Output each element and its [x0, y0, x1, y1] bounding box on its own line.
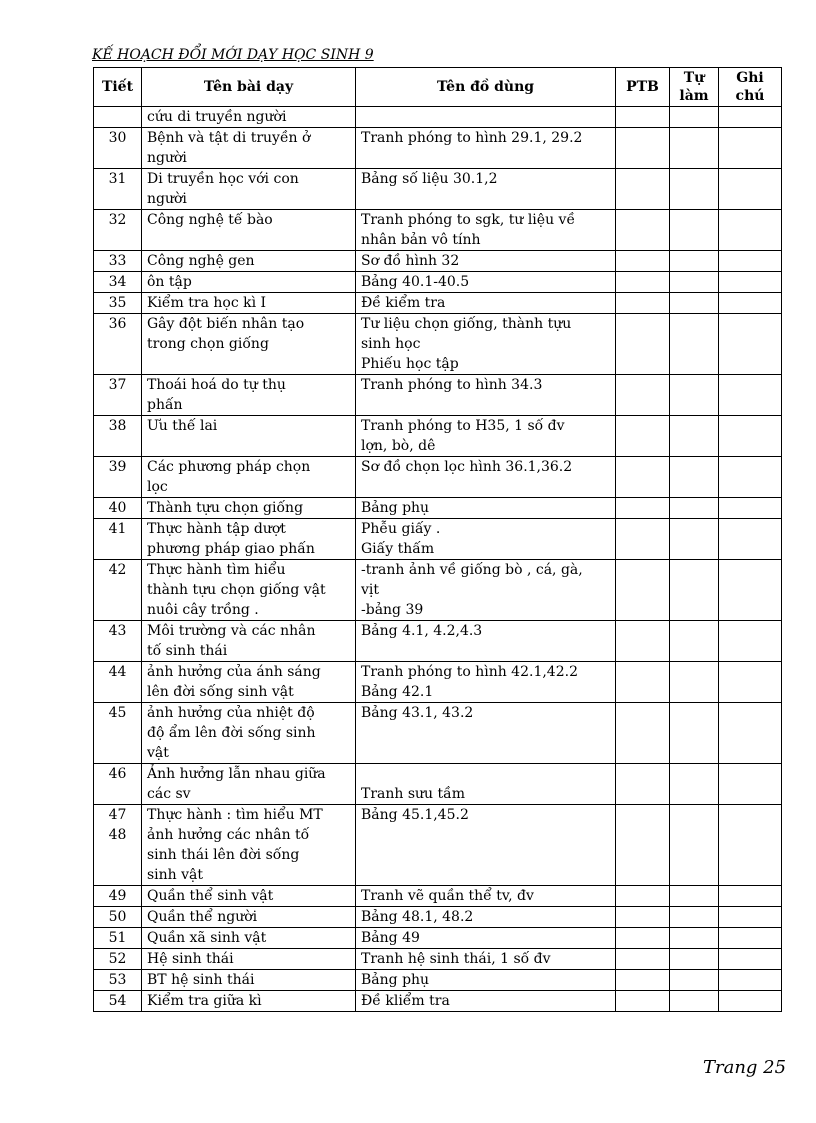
tiet-number: 42: [108, 562, 127, 578]
table-row: [94, 375, 782, 416]
cell-tu-lam: [670, 764, 719, 805]
tiet-number: 46: [108, 766, 127, 782]
materials-line: Giấy thấm: [361, 541, 435, 557]
lesson-title-line: cứu di truyền người: [147, 109, 287, 125]
cell-ten-do-dung: [356, 210, 616, 251]
table-row: [94, 991, 782, 1012]
table-row: [94, 416, 782, 457]
lesson-plan-table: [93, 67, 782, 1012]
cell-ten-do-dung: [356, 949, 616, 970]
cell-ten-bai-day: [142, 805, 356, 886]
lesson-title-line: lên đời sống sinh vật: [147, 684, 294, 700]
tiet-number: 53: [108, 972, 127, 988]
cell-ten-bai-day: [142, 703, 356, 764]
lesson-title-line: Quần xã sinh vật: [147, 930, 267, 946]
lesson-title-line: ôn tập: [147, 274, 192, 290]
materials-line: Tranh phóng to H35, 1 số đv: [361, 418, 565, 434]
table-row: [94, 621, 782, 662]
materials-line: -bảng 39: [361, 602, 424, 618]
cell-ten-bai-day: [142, 621, 356, 662]
tiet-number: 31: [108, 171, 127, 187]
tiet-number: 33: [108, 253, 127, 269]
materials-line: Bảng 4.1, 4.2,4.3: [361, 623, 483, 639]
cell-ten-do-dung: [356, 928, 616, 949]
lesson-title-line: lọc: [147, 479, 168, 495]
materials-line: Bảng phụ: [361, 500, 430, 516]
cell-tiet: [94, 560, 142, 621]
cell-tu-lam: [670, 928, 719, 949]
lesson-title-line: Môi trường và các nhân: [147, 623, 316, 639]
cell-ptb: [616, 498, 670, 519]
cell-tiet: [94, 621, 142, 662]
page-number: Trang 25: [703, 1057, 787, 1078]
cell-ptb: [616, 907, 670, 928]
materials-line: Bảng số liệu 30.1,2: [361, 171, 498, 187]
lesson-title-line: Thành tựu chọn giống: [147, 500, 304, 516]
lesson-title-line: Thoái hoá do tự thụ: [147, 377, 286, 393]
cell-ptb: [616, 805, 670, 886]
cell-ptb: [616, 272, 670, 293]
cell-ptb: [616, 764, 670, 805]
table-row: [94, 949, 782, 970]
cell-ten-bai-day: [142, 169, 356, 210]
tiet-number: 40: [108, 500, 127, 516]
cell-ptb: [616, 886, 670, 907]
table-row: [94, 970, 782, 991]
cell-ten-bai-day: [142, 519, 356, 560]
cell-ptb: [616, 457, 670, 498]
cell-ptb: [616, 560, 670, 621]
cell-ptb: [616, 949, 670, 970]
cell-tu-lam: [670, 560, 719, 621]
materials-line: Phễu giấy .: [361, 521, 441, 537]
cell-tiet: [94, 169, 142, 210]
cell-ptb: [616, 416, 670, 457]
cell-ghi-chu: [719, 764, 782, 805]
cell-ptb: [616, 970, 670, 991]
cell-ptb: [616, 519, 670, 560]
cell-ten-bai-day: [142, 991, 356, 1012]
cell-ghi-chu: [719, 805, 782, 886]
cell-ptb: [616, 210, 670, 251]
cell-ten-do-dung: [356, 169, 616, 210]
cell-tu-lam: [670, 107, 719, 128]
header-ten-do-dung: Tên đồ dùng: [356, 68, 616, 107]
lesson-title-line: ảnh hưởng của nhiệt độ: [147, 705, 315, 721]
cell-ghi-chu: [719, 621, 782, 662]
cell-ten-do-dung: [356, 991, 616, 1012]
cell-tiet: [94, 886, 142, 907]
materials-line: Đề kiểm tra: [361, 295, 446, 311]
tiet-number: 41: [108, 521, 127, 537]
table-row: [94, 928, 782, 949]
tiet-number: 37: [108, 377, 127, 393]
cell-ptb: [616, 662, 670, 703]
cell-tiet: [94, 210, 142, 251]
cell-tiet: [94, 457, 142, 498]
materials-line: Đề kliểm tra: [361, 993, 450, 1009]
cell-ten-bai-day: [142, 375, 356, 416]
cell-tiet: [94, 970, 142, 991]
table-row: [94, 293, 782, 314]
cell-tu-lam: [670, 907, 719, 928]
cell-ten-do-dung: [356, 703, 616, 764]
cell-tu-lam: [670, 314, 719, 375]
cell-ten-bai-day: [142, 314, 356, 375]
materials-line: -tranh ảnh về giống bò , cá, gà,: [361, 562, 583, 578]
document-title: KẾ HOẠCH ĐỔI MỚI DẠY HỌC SINH 9: [92, 47, 374, 63]
cell-ten-do-dung: [356, 560, 616, 621]
cell-tiet: [94, 375, 142, 416]
cell-ten-bai-day: [142, 251, 356, 272]
cell-ghi-chu: [719, 416, 782, 457]
cell-tiet: [94, 928, 142, 949]
table-row: [94, 251, 782, 272]
cell-tiet: [94, 764, 142, 805]
cell-ten-do-dung: [356, 764, 616, 805]
cell-ghi-chu: [719, 991, 782, 1012]
lesson-title-line: Thực hành : tìm hiểu MT: [147, 807, 323, 823]
materials-line: Bảng 45.1,45.2: [361, 807, 469, 823]
cell-ten-do-dung: [356, 375, 616, 416]
table-row: [94, 703, 782, 764]
cell-ten-bai-day: [142, 416, 356, 457]
table-row: [94, 886, 782, 907]
cell-ten-bai-day: [142, 128, 356, 169]
materials-line: Bảng phụ: [361, 972, 430, 988]
lesson-title-line: ảnh hưởng các nhân tố: [147, 827, 310, 843]
cell-tiet: [94, 805, 142, 886]
header-tu-lam-line1: Tự: [683, 70, 705, 86]
lesson-title-line: người: [147, 191, 187, 207]
header-ghi-chu: [719, 68, 782, 107]
cell-ten-do-dung: [356, 662, 616, 703]
tiet-number: 35: [108, 295, 127, 311]
cell-ptb: [616, 375, 670, 416]
cell-tu-lam: [670, 519, 719, 560]
cell-ptb: [616, 928, 670, 949]
materials-line: Bảng 49: [361, 930, 420, 946]
cell-ten-do-dung: [356, 805, 616, 886]
cell-ghi-chu: [719, 293, 782, 314]
lesson-title-line: Công nghệ gen: [147, 253, 255, 269]
cell-tu-lam: [670, 498, 719, 519]
cell-ten-bai-day: [142, 662, 356, 703]
tiet-number: 49: [108, 888, 127, 904]
cell-ten-do-dung: [356, 128, 616, 169]
materials-line: Sơ đồ chọn lọc hình 36.1,36.2: [361, 459, 573, 475]
cell-ghi-chu: [719, 272, 782, 293]
cell-ptb: [616, 107, 670, 128]
cell-tu-lam: [670, 991, 719, 1012]
materials-line: Bảng 48.1, 48.2: [361, 909, 474, 925]
tiet-number: 43: [108, 623, 127, 639]
table-row: [94, 457, 782, 498]
cell-ten-bai-day: [142, 764, 356, 805]
cell-ten-bai-day: [142, 970, 356, 991]
cell-ghi-chu: [719, 662, 782, 703]
lesson-title-line: Các phương pháp chọn: [147, 459, 311, 475]
table-row: [94, 169, 782, 210]
table-row: [94, 128, 782, 169]
cell-ten-bai-day: [142, 907, 356, 928]
lesson-title-line: Bệnh và tật di truyền ở: [147, 130, 311, 146]
lesson-title-line: Thực hành tập dượt: [147, 521, 286, 537]
lesson-title-line: BT hệ sinh thái: [147, 972, 255, 988]
cell-ten-do-dung: [356, 314, 616, 375]
lesson-title-line: nuôi cây trồng .: [147, 602, 259, 618]
table-row: [94, 519, 782, 560]
materials-line: Tranh phóng to hình 42.1,42.2: [361, 664, 578, 680]
cell-ten-bai-day: [142, 293, 356, 314]
materials-line: vịt: [361, 582, 380, 598]
lesson-title-line: độ ẩm lên đời sống sinh: [147, 725, 316, 741]
table-row: [94, 764, 782, 805]
cell-ghi-chu: [719, 107, 782, 128]
cell-tu-lam: [670, 375, 719, 416]
header-tu-lam-line2: làm: [679, 88, 709, 104]
table-row: [94, 314, 782, 375]
cell-tu-lam: [670, 949, 719, 970]
lesson-title-line: tố sinh thái: [147, 643, 228, 659]
tiet-number: 39: [108, 459, 127, 475]
cell-ghi-chu: [719, 375, 782, 416]
cell-tiet: [94, 107, 142, 128]
materials-line: Tranh sưu tầm: [361, 786, 466, 802]
cell-ptb: [616, 621, 670, 662]
cell-ten-bai-day: [142, 928, 356, 949]
header-ghi-chu-line2: chú: [735, 88, 765, 104]
lesson-title-line: Ưu thế lai: [147, 418, 218, 434]
tiet-number: 51: [108, 930, 127, 946]
lesson-title-line: Kiểm tra học kì I: [147, 295, 267, 311]
cell-ghi-chu: [719, 703, 782, 764]
lesson-title-line: Quần thể sinh vật: [147, 888, 274, 904]
cell-ptb: [616, 128, 670, 169]
cell-ghi-chu: [719, 457, 782, 498]
cell-tu-lam: [670, 662, 719, 703]
cell-tu-lam: [670, 805, 719, 886]
cell-ghi-chu: [719, 519, 782, 560]
tiet-number: 47: [108, 807, 127, 823]
materials-line: Tranh vẽ quần thể tv, đv: [361, 888, 534, 904]
tiet-number: 38: [108, 418, 127, 434]
cell-ghi-chu: [719, 498, 782, 519]
cell-ghi-chu: [719, 169, 782, 210]
cell-tiet: [94, 128, 142, 169]
table-body: [94, 107, 782, 1012]
cell-tiet: [94, 416, 142, 457]
cell-ghi-chu: [719, 560, 782, 621]
table-row: [94, 907, 782, 928]
cell-tu-lam: [670, 272, 719, 293]
lesson-title-line: các sv: [147, 786, 191, 802]
cell-ten-bai-day: [142, 107, 356, 128]
cell-ten-do-dung: [356, 498, 616, 519]
cell-ten-do-dung: [356, 251, 616, 272]
cell-tu-lam: [670, 293, 719, 314]
cell-tu-lam: [670, 210, 719, 251]
cell-tu-lam: [670, 970, 719, 991]
cell-ten-bai-day: [142, 498, 356, 519]
cell-tiet: [94, 519, 142, 560]
cell-tu-lam: [670, 416, 719, 457]
header-ghi-chu-line1: Ghi: [736, 70, 764, 86]
cell-ghi-chu: [719, 251, 782, 272]
cell-tiet: [94, 498, 142, 519]
lesson-title-line: thành tựu chọn giống vật: [147, 582, 326, 598]
cell-ghi-chu: [719, 128, 782, 169]
lesson-title-line: Gây đột biến nhân tạo: [147, 316, 305, 332]
materials-line: Tranh hệ sinh thái, 1 số đv: [361, 951, 551, 967]
cell-tu-lam: [670, 621, 719, 662]
tiet-number: 50: [108, 909, 127, 925]
materials-line: Phiếu học tập: [361, 356, 459, 372]
cell-ten-do-dung: [356, 457, 616, 498]
cell-tu-lam: [670, 169, 719, 210]
materials-line: Tư liệu chọn giống, thành tựu: [361, 316, 572, 332]
table-row: [94, 662, 782, 703]
cell-ghi-chu: [719, 949, 782, 970]
materials-line: [361, 764, 612, 784]
lesson-title-line: trong chọn giống: [147, 336, 269, 352]
table-row: [94, 210, 782, 251]
materials-line: Sơ đồ hình 32: [361, 253, 460, 269]
cell-ghi-chu: [719, 970, 782, 991]
lesson-title-line: Hệ sinh thái: [147, 951, 234, 967]
lesson-title-line: người: [147, 150, 187, 166]
cell-tiet: [94, 991, 142, 1012]
lesson-title-line: Thực hành tìm hiểu: [147, 562, 286, 578]
cell-tiet: [94, 272, 142, 293]
cell-tiet: [94, 662, 142, 703]
cell-ten-bai-day: [142, 272, 356, 293]
cell-tiet: [94, 703, 142, 764]
table-row: [94, 805, 782, 886]
header-tiet: Tiết: [94, 68, 142, 107]
lesson-title-line: Công nghệ tế bào: [147, 212, 273, 228]
cell-ghi-chu: [719, 314, 782, 375]
cell-tiet: [94, 907, 142, 928]
materials-line: Tranh phóng to hình 34.3: [361, 377, 543, 393]
cell-tiet: [94, 251, 142, 272]
materials-line: Tranh phóng to sgk, tư liệu về: [361, 212, 576, 228]
cell-tu-lam: [670, 886, 719, 907]
cell-tu-lam: [670, 703, 719, 764]
cell-tu-lam: [670, 128, 719, 169]
cell-ptb: [616, 314, 670, 375]
lesson-title-line: phấn: [147, 397, 183, 413]
tiet-number: 30: [108, 130, 127, 146]
cell-ten-do-dung: [356, 293, 616, 314]
cell-ten-bai-day: [142, 560, 356, 621]
header-ten-bai-day: Tên bài dạy: [142, 68, 356, 107]
cell-tiet: [94, 293, 142, 314]
cell-ptb: [616, 293, 670, 314]
cell-ten-do-dung: [356, 416, 616, 457]
table-row: [94, 272, 782, 293]
cell-tiet: [94, 949, 142, 970]
lesson-title-line: Quần thể người: [147, 909, 258, 925]
tiet-number: 36: [108, 316, 127, 332]
tiet-number: 45: [108, 705, 127, 721]
lesson-title-line: Kiểm tra giữa kì: [147, 993, 262, 1009]
lesson-title-line: ảnh hưởng của ánh sáng: [147, 664, 321, 680]
cell-ghi-chu: [719, 928, 782, 949]
cell-ten-do-dung: [356, 621, 616, 662]
lesson-title-line: sinh vật: [147, 867, 204, 883]
cell-ghi-chu: [719, 886, 782, 907]
lesson-title-line: vật: [147, 745, 169, 761]
cell-ten-do-dung: [356, 970, 616, 991]
tiet-number: 34: [108, 274, 127, 290]
cell-ten-bai-day: [142, 949, 356, 970]
cell-ten-do-dung: [356, 519, 616, 560]
cell-ghi-chu: [719, 210, 782, 251]
tiet-number: 54: [108, 993, 127, 1009]
table-header-row: [94, 68, 782, 107]
cell-ten-do-dung: [356, 272, 616, 293]
cell-ten-bai-day: [142, 210, 356, 251]
cell-tiet: [94, 314, 142, 375]
cell-ten-bai-day: [142, 457, 356, 498]
table-row: [94, 107, 782, 128]
header-ptb: PTB: [616, 68, 670, 107]
materials-line: Bảng 42.1: [361, 684, 434, 700]
tiet-number: 32: [108, 212, 127, 228]
table-row: [94, 498, 782, 519]
lesson-title-line: Ảnh hưởng lẫn nhau giữa: [147, 766, 326, 782]
cell-ptb: [616, 703, 670, 764]
cell-ghi-chu: [719, 907, 782, 928]
materials-line: nhân bản vô tính: [361, 232, 481, 248]
table-row: [94, 560, 782, 621]
cell-ten-do-dung: [356, 107, 616, 128]
cell-ten-do-dung: [356, 886, 616, 907]
cell-ptb: [616, 251, 670, 272]
materials-line: Bảng 40.1-40.5: [361, 274, 470, 290]
cell-tu-lam: [670, 457, 719, 498]
cell-ten-bai-day: [142, 886, 356, 907]
materials-line: Bảng 43.1, 43.2: [361, 705, 474, 721]
tiet-number: 44: [108, 664, 127, 680]
materials-line: Tranh phóng to hình 29.1, 29.2: [361, 130, 583, 146]
cell-ten-do-dung: [356, 907, 616, 928]
lesson-title-line: sinh thái lên đời sống: [147, 847, 300, 863]
lesson-title-line: phương pháp giao phấn: [147, 541, 315, 557]
materials-line: sinh học: [361, 336, 421, 352]
header-tu-lam: [670, 68, 719, 107]
tiet-number: 48: [108, 827, 127, 843]
materials-line: lợn, bò, dê: [361, 438, 436, 454]
cell-ptb: [616, 991, 670, 1012]
tiet-number: 52: [108, 951, 127, 967]
cell-tu-lam: [670, 251, 719, 272]
cell-ptb: [616, 169, 670, 210]
lesson-title-line: Di truyền học với con: [147, 171, 299, 187]
